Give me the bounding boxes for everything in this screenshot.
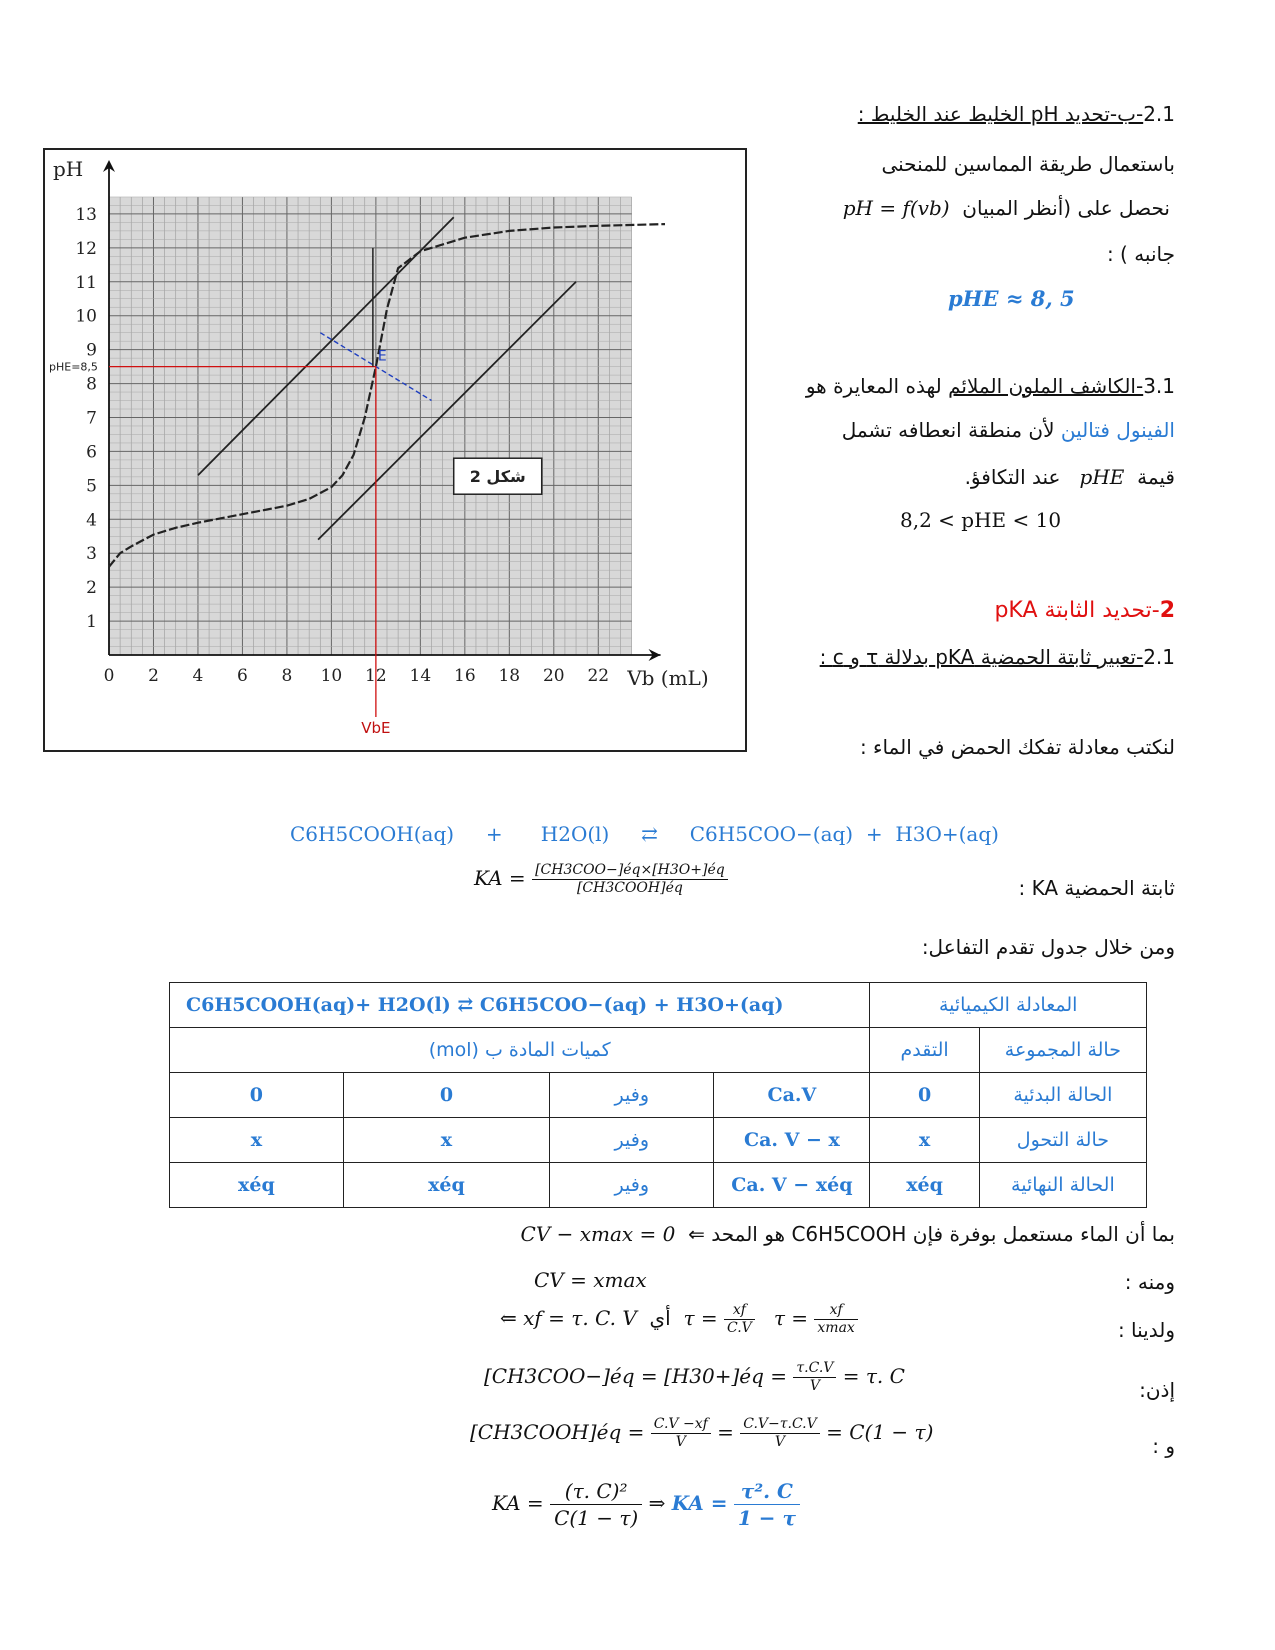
- dissociation-intro: لنكتب معادلة تفكك الحمض في الماء :: [859, 735, 1175, 759]
- y-tick-label: 2: [86, 578, 97, 599]
- y-tick-label: 5: [86, 476, 97, 497]
- x-tick-label: 16: [454, 666, 476, 686]
- deriv-l4-label: إذن:: [1139, 1378, 1175, 1402]
- x-tick-label: 0: [103, 666, 115, 686]
- ph-e-label: pHE=8,5: [49, 360, 98, 374]
- vbe-label: VbE: [361, 719, 391, 737]
- y-tick-label: 9: [86, 340, 97, 361]
- header-state: حالة المجموعة: [979, 1028, 1146, 1073]
- deriv-l3-math: ⇐ xf = τ. C. V أي τ = $\frac{xf}{C.V}$ τ = $\frac{xf}{xmax}$: [500, 1302, 858, 1337]
- y-tick-label: 11: [75, 272, 97, 293]
- s21b-line3: جانبه ) :: [1106, 242, 1175, 266]
- x-tick-label: 20: [542, 666, 565, 686]
- x-tick-label: 12: [365, 666, 387, 686]
- table-row: الحالة النهائية xéq Ca. V − xéq وفير xéq xéq: [170, 1163, 1147, 1208]
- header-quantities: كميات المادة ب (mol): [170, 1028, 870, 1073]
- table-row: [170, 983, 1147, 1028]
- dissociation-equation: C6H5COOH(aq) + H2O(l) ⇄ C6H5COO−(aq) + H3O+(aq): [290, 822, 999, 846]
- deriv-l2-label: ومنه :: [1124, 1270, 1175, 1294]
- x-axis-label: Vb (mL): [627, 666, 709, 690]
- ka-result: $\frac{\text{τ². C}}{1 - \tau}$: [734, 1478, 800, 1531]
- ka-final: KA = $\frac{\text{(τ. C)²}}{C(1 - \tau)}$ ⇒ KA = $\frac{\text{τ². C}}{1 - \tau}$: [492, 1478, 800, 1531]
- x-tick-label: 6: [237, 666, 248, 686]
- y-tick-label: 1: [86, 612, 97, 633]
- deriv-l5-math: [CH3COOH]éq = $\frac{C.V -xf}{V}$ = $\frac{C.V-\tau.C.V}{V}$ = C(1 − τ): [470, 1416, 934, 1450]
- s21b-title-text: -ب-تحديد pH الخليط عند الخليط :: [857, 102, 1144, 126]
- indicator-name: الفينول فتالين: [1060, 418, 1175, 442]
- y-tick-label: 3: [86, 544, 97, 565]
- y-tick-label: 13: [75, 204, 97, 225]
- s31-line3: قيمة pHE عند التكافؤ.: [964, 465, 1175, 489]
- y-axis-label: pH: [53, 157, 84, 181]
- x-tick-label: 22: [587, 666, 610, 686]
- x-tick-label: 10: [320, 666, 343, 686]
- s2-title: 2-تحديد الثابتة pKA: [994, 598, 1175, 623]
- s21b-line2: نحصل على (أنظر المبيان pH = f(vb): [842, 196, 1170, 220]
- x-tick-label: 18: [498, 666, 521, 686]
- table-row: حالة التحول x Ca. V − x وفير x x: [170, 1118, 1147, 1163]
- ka-label: ثابتة الحمضية KA :: [1018, 876, 1175, 900]
- ph-function: pH = f(vb): [842, 196, 950, 220]
- figure-label: شكل 2: [469, 467, 526, 487]
- table-intro: ومن خلال جدول تقدم التفاعل:: [921, 935, 1175, 959]
- ph-e-result: pHE ≈ 8, 5: [948, 286, 1075, 311]
- y-tick-label: 7: [86, 408, 97, 429]
- x-tick-label: 8: [281, 666, 293, 686]
- progress-table: [169, 982, 1147, 1208]
- deriv-l3-label: ولدينا :: [1117, 1318, 1175, 1342]
- s21b-line1: باستعمال طريقة المماسين للمنحنى: [881, 152, 1175, 176]
- deriv-line1: بما أن الماء مستعمل بوفرة فإن C6H5COOH هو المحد ⇐ CV − xmax = 0: [520, 1222, 1175, 1246]
- x-tick-label: 4: [192, 666, 204, 686]
- ph-range: 8,2 < pHE < 10: [900, 508, 1062, 532]
- s31-line2: الفينول فتالين لأن منطقة انعطافه تشمل: [841, 418, 1175, 442]
- table-row: [170, 1028, 1147, 1073]
- ka-expression: KA = $\frac{\text{[CH3COO−]éq×[H3O+]éq}}{\text{[CH3COOH]éq}}$: [474, 862, 728, 897]
- x-tick-label: 14: [409, 666, 432, 686]
- s21b-title: 2.1-ب-تحديد pH الخليط عند الخليط :: [857, 102, 1175, 126]
- table-row: الحالة البدئية 0 Ca.V وفير 0 0: [170, 1073, 1147, 1118]
- header-progress: التقدم: [870, 1028, 979, 1073]
- y-tick-label: 6: [86, 442, 97, 463]
- y-tick-label: 12: [75, 238, 97, 259]
- y-tick-label: 4: [86, 510, 97, 531]
- deriv-l2-math: CV = xmax: [534, 1268, 647, 1292]
- table-reaction: C6H5COOH(aq)+ H2O(l) ⇄ C6H5COO−(aq) + H3O+(aq): [170, 983, 870, 1028]
- deriv-l5-label: و :: [1152, 1434, 1175, 1458]
- y-tick-label: 8: [86, 374, 97, 395]
- deriv-l4-math: [CH3COO−]éq = [H30+]éq = $\frac{\tau.C.V}{V}$ = τ. C: [484, 1360, 905, 1394]
- y-tick-label: 10: [75, 306, 97, 327]
- x-tick-label: 2: [148, 666, 159, 686]
- s31-title: 3.1-الكاشف الملون الملائم لهذه المعايرة هو: [805, 374, 1175, 398]
- titration-chart: [45, 150, 745, 750]
- titration-graph: [43, 148, 747, 752]
- header-equation: المعادلة الكيميائية: [870, 983, 1147, 1028]
- point-e-label: E: [377, 348, 387, 365]
- s2-subtitle: 2.1-تعبير ثابتة الحمضية pKA بدلالة τ و c :: [819, 645, 1175, 669]
